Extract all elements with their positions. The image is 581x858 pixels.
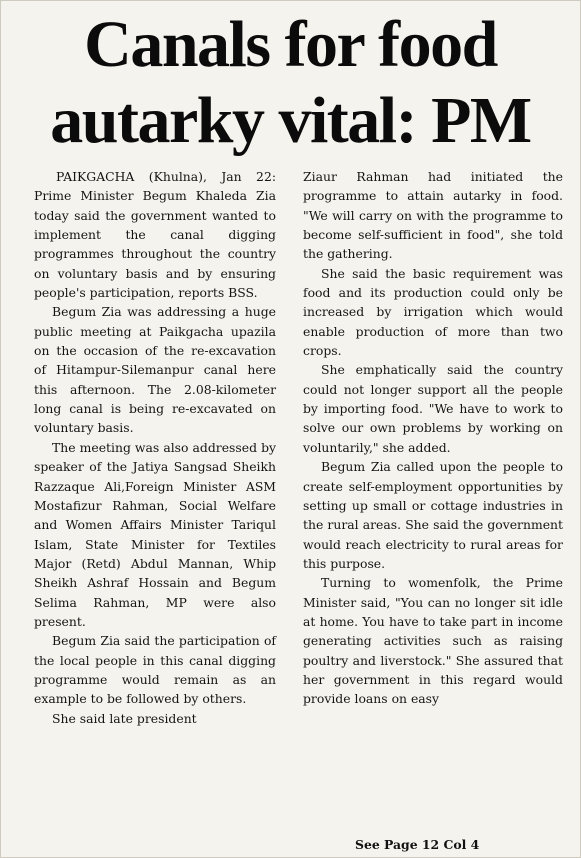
left-column [34,167,276,728]
paragraph: PAIKGACHA (Khulna), Jan 22: Prime Minister Begum Khaleda Zia today said the government wanted to implement the canal digging programmes throughout the country on voluntary basis and by ensuring people's participation, reports BSS. [34,169,276,301]
paragraph: Begum Zia said the participation of the local people in this canal digging programme would remain as an example to be followed by others. [34,633,276,707]
paragraph: Begum Zia called upon the people to create self-employment opportunities by setting up small or cottage industries in the rural areas. She said the government would reach electricity to rural areas for this purpose. [303,459,563,571]
headline-line-1: Canals for food [84,8,497,81]
paragraph: She said the basic requirement was food and its production could only be increased by irrigation which would enable production of more than two crops. [303,265,563,359]
headline-line-2: autarky vital: PM [50,84,531,157]
paragraph: She said late president [52,710,197,726]
paragraph: The meeting was also addressed by speaker of the Jatiya Sangsad Sheikh Razzaque Ali,Foreign Minister ASM Mostafizur Rahman, Social Welfare and Women Affairs Minister Tariqul Islam, State Minister for Textiles Major (Retd) Abdul Mannan, Whip Sheikh Ashraf Hossain and Begum Selima Rahman, MP were also present. [34,439,276,629]
paragraph: Begum Zia was addressing a huge public meeting at Paikgacha upazila on the occasion of the re-excavation of Hitampur-Silemanpur canal here this afternoon. The 2.08-kilometer long canal is being re-excavated on voluntary basis. [34,304,276,436]
right-column [303,167,563,709]
paragraph: Ziaur Rahman had initiated the programme to attain autarky in food. "We will carry on with the programme to become self-sufficient in food", she told the gathering. [303,169,563,262]
paragraph: Turning to womenfolk, the Prime Minister said, "You can no longer sit idle at home. You have to take part in income generating activities such as raising poultry and liverstock." She assured that her government in this regard would provide loans on easy [303,575,563,707]
headline [15,7,566,159]
continued-on-page-note: See Page 12 Col 4 [355,837,480,852]
paragraph: She emphatically said the country could not longer support all the people by importing food. "We have to work to solve our own problems by working on voluntarily," she added. [303,362,563,455]
